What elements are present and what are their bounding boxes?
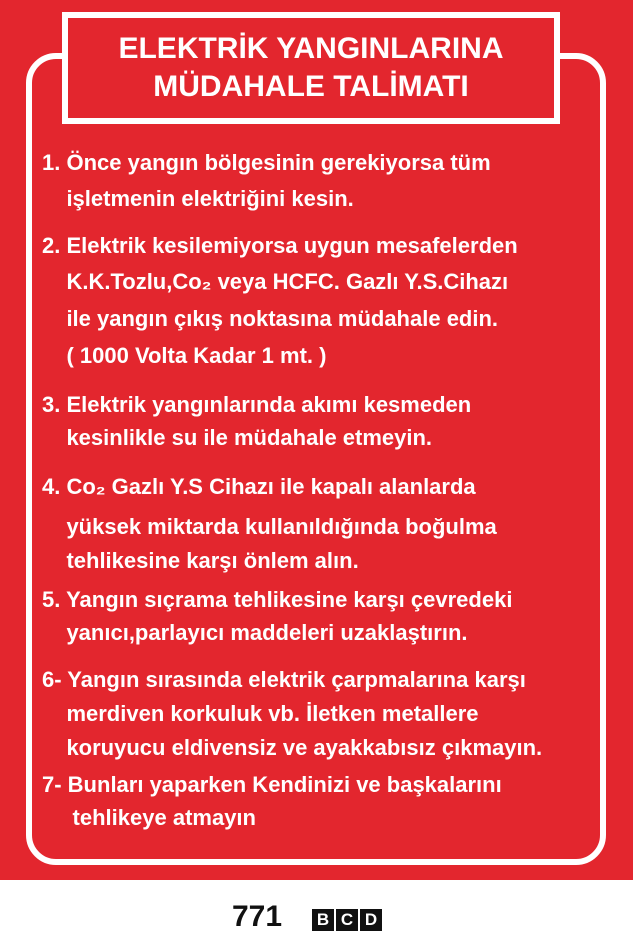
instruction-line: işletmenin elektriğini kesin. [42, 186, 354, 211]
instruction-line: tehlikeye atmayın [42, 805, 256, 830]
brand-logo [312, 909, 382, 931]
instruction-line: K.K.Tozlu,Co₂ veya HCFC. Gazlı Y.S.Cihazı [42, 269, 509, 294]
instruction-line: 1. Önce yangın bölgesinin gerekiyorsa tüm [42, 150, 491, 175]
sign-footer [0, 900, 633, 937]
instruction-line: merdiven korkuluk vb. İletken metallere [42, 701, 479, 726]
sign-title-line-2: MÜDAHALE TALİMATI [153, 70, 469, 103]
instruction-line: 6- Yangın sırasında elektrik çarpmalarına karşı [42, 667, 526, 692]
product-code: 771 [232, 900, 283, 933]
instruction-line: 3. Elektrik yangınlarında akımı kesmeden [42, 392, 472, 417]
instruction-line: 5. Yangın sıçrama tehlikesine karşı çevredeki [42, 587, 513, 612]
sign-title-box [62, 12, 560, 124]
logo-letter: C [336, 909, 358, 931]
sign-title-line-1: ELEKTRİK YANGINLARINA [118, 32, 504, 65]
instruction-line: 4. Co₂ Gazlı Y.S Cihazı ile kapalı alanlarda [42, 474, 476, 499]
instruction-line: yüksek miktarda kullanıldığında boğulma [42, 514, 497, 539]
instruction-line: koruyucu eldivensiz ve ayakkabısız çıkmayın. [42, 735, 543, 760]
instruction-line: tehlikesine karşı önlem alın. [42, 548, 359, 573]
instruction-line: ( 1000 Volta Kadar 1 mt. ) [42, 343, 327, 368]
instruction-line: yanıcı,parlayıcı maddeleri uzaklaştırın. [42, 620, 468, 645]
instruction-line: ile yangın çıkış noktasına müdahale edin. [42, 306, 499, 331]
instruction-line: kesinlikle su ile müdahale etmeyin. [42, 425, 433, 450]
instruction-line: 2. Elektrik kesilemiyorsa uygun mesafelerden [42, 233, 518, 258]
logo-letter: D [360, 909, 382, 931]
logo-letter: B [312, 909, 334, 931]
instruction-line: 7- Bunları yaparken Kendinizi ve başkalarını [42, 772, 502, 797]
